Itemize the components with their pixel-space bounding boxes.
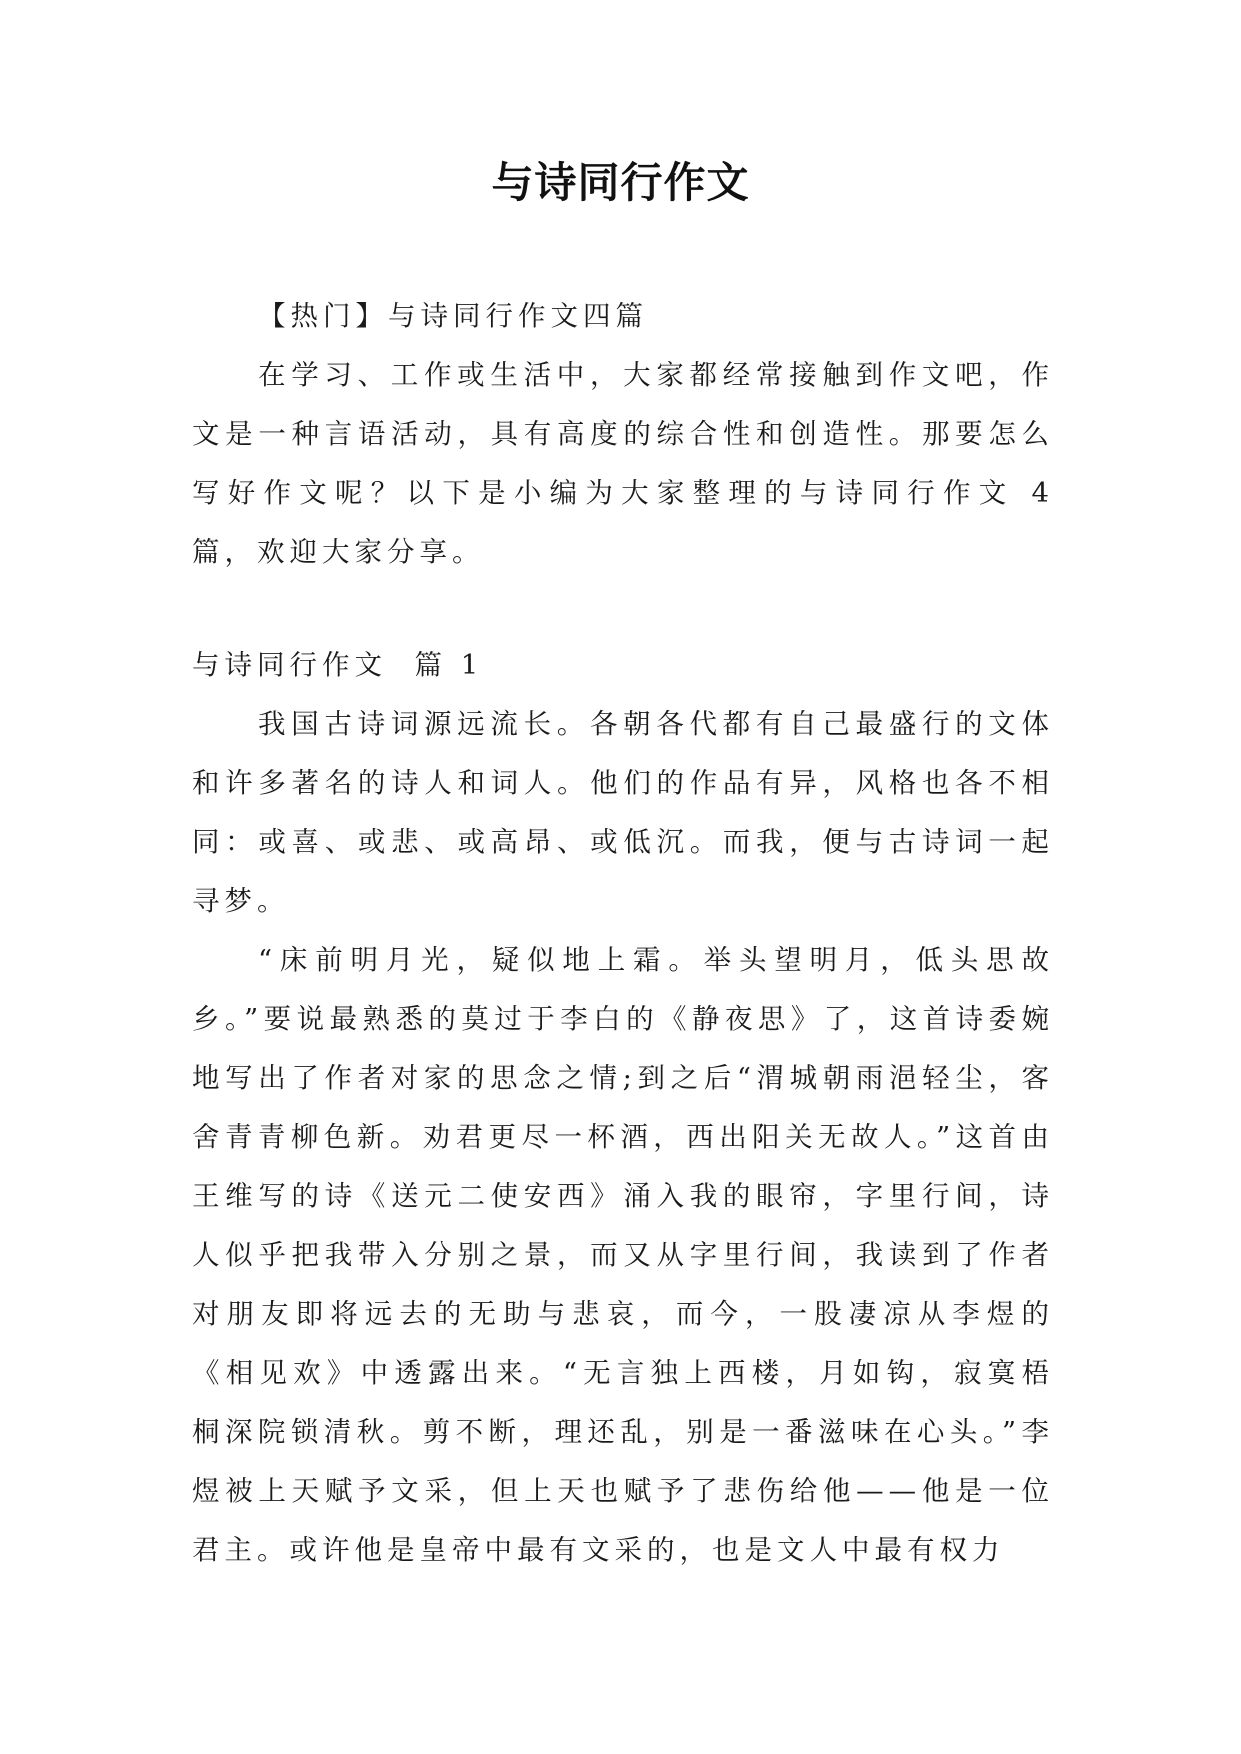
document-title: 与诗同行作文 [491,158,750,207]
body-paragraph: 我国古诗词源远流长。各朝各代都有自己最盛行的文体和许多著名的诗人和词人。他们的作品有异，风格也各不相同：或喜、或悲、或高昂、或低沉。而我，便与古诗词一起寻梦。 [192,708,1054,917]
section-heading: 与诗同行作文 篇 1 [192,649,484,681]
body-paragraph: “床前明月光，疑似地上霜。举头望明月，低头思故乡。”要说最熟悉的莫过于李白的《静夜思》了，这首诗委婉地写出了作者对家的思念之情;到之后“渭城朝雨浥轻尘，客舍青青柳色新。劝君更尽一杯酒，西出阳关无故人。”这首由王维写的诗《送元二使安西》涌入我的眼帘，字里行间，诗人似乎把我带入分别之景，而又从字里行间，我读到了作者对朋友即将远去的无助与悲哀，而今，一股凄凉从李煜的《相见欢》中透露出来。“无言独上西楼，月如钩，寂寞梧桐深院锁清秋。剪不断，理还乱，别是一番滋味在心头。”李煜被上天赋予文采，但上天也赋予了悲伤给他——他是一位君主。或许他是皇帝中最有文采的，也是文人中最有权力 [192,944,1054,1566]
tag-line: 【热门】与诗同行作文四篇 [258,300,648,332]
intro-paragraph: 在学习、工作或生活中，大家都经常接触到作文吧，作文是一种言语活动，具有高度的综合性和创造性。那要怎么写好作文呢？以下是小编为大家整理的与诗同行作文 4 篇，欢迎大家分享。 [192,359,1054,568]
